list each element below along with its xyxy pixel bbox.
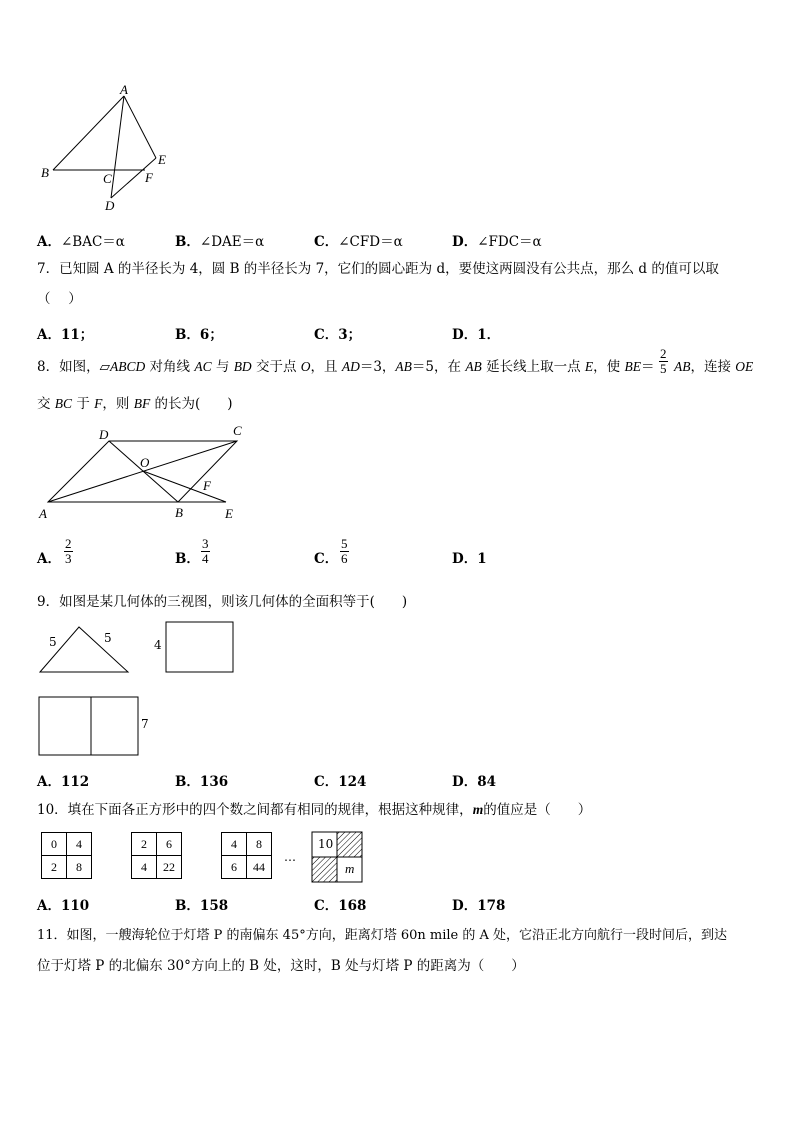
option-c[interactable]: C．3； [314, 327, 362, 343]
q11-question-line2: 位于灯塔 P 的北偏东 30°方向上的 B 处，这时，B 处与灯塔 P 的距离为（ ） [37, 958, 525, 974]
option-a[interactable]: A．11； [37, 327, 94, 343]
option-d[interactable]: D．1 [452, 551, 487, 567]
label-F: F [203, 478, 211, 493]
option-b[interactable]: B．136 [175, 774, 229, 790]
cell: 6 [157, 833, 182, 856]
option-a[interactable]: A． [37, 551, 61, 567]
q8-question-line2: 交 BC 于 F，则 BF 的长为( ) [37, 396, 233, 412]
option-b[interactable]: B．6； [175, 327, 223, 343]
option-c[interactable]: C． [314, 551, 339, 567]
dim-label-left: 5 [49, 635, 57, 649]
label-D: D [105, 198, 115, 213]
label-C: C [233, 423, 242, 438]
option-c-fraction: $\frac{5}{6}$ [341, 536, 348, 566]
hatched-cell-bottom-left [312, 857, 337, 882]
label-E: E [158, 152, 166, 167]
label-D: D [99, 427, 109, 442]
q8-fraction-2-5: $\frac{2}{5}$ [660, 346, 667, 376]
label-C: C [103, 171, 112, 186]
q8-question-line1: 8．如图，▱ABCD 对角线 AC 与 BD 交于点 O，且 AD＝3，AB＝5，在 AB 延长线上取一点 E，使 BE＝ [37, 359, 655, 375]
q7-blank: （ ） [37, 291, 82, 307]
cell-10: 10 [318, 837, 334, 851]
cell: 2 [42, 856, 67, 879]
dim-label-length: 7 [141, 717, 149, 731]
label-F: F [145, 170, 153, 185]
option-a-fraction: $\frac{2}{3}$ [65, 536, 72, 566]
option-d[interactable]: D．1． [452, 327, 501, 343]
option-b[interactable]: B． [175, 551, 200, 567]
option-b[interactable]: B．158 [175, 898, 229, 914]
cell: 8 [247, 833, 272, 856]
q11-question-line1: 11．如图，一艘海轮位于灯塔 P 的南偏东 45°方向，距离灯塔 60n mile 的 A 处，它沿正北方向航行一段时间后，到达 [37, 928, 728, 943]
option-b-fraction: $\frac{3}{4}$ [202, 536, 209, 566]
q9-question: 9．如图是某几何体的三视图，则该几何体的全面积等于( ) [37, 594, 408, 610]
cell: 22 [157, 856, 182, 879]
label-B: B [175, 505, 183, 520]
label-B: B [41, 165, 49, 180]
dim-label-height: 4 [154, 638, 162, 652]
option-c[interactable]: C．168 [314, 898, 367, 914]
option-d[interactable]: D．178 [452, 898, 506, 914]
cell-m: m [345, 861, 355, 876]
q7-question: 7．已知圆 A 的半径长为 4，圆 B 的半径长为 7，它们的圆心距为 d，要使这两圆没有公共点，那么 d 的值可以取 [37, 261, 719, 277]
cell: 4 [67, 833, 92, 856]
label-O: O [140, 455, 150, 470]
label-A: A [120, 82, 128, 97]
cell: 2 [132, 833, 157, 856]
option-a[interactable]: A．110 [37, 898, 90, 914]
cell: 4 [132, 856, 157, 879]
cell: 4 [222, 833, 247, 856]
cell: 44 [247, 856, 272, 879]
label-A: A [39, 506, 47, 521]
option-d[interactable]: D．∠FDC＝α [452, 234, 542, 250]
q8-question-line1-end: AB，连接 OE [674, 359, 754, 375]
hatched-cell-top-right [337, 832, 362, 857]
option-a[interactable]: A．∠BAC＝α [37, 234, 125, 250]
cell: 8 [67, 856, 92, 879]
option-c[interactable]: C．124 [314, 774, 367, 790]
option-b[interactable]: B．∠DAE＝α [175, 234, 265, 250]
option-c[interactable]: C．∠CFD＝α [314, 234, 403, 250]
label-E: E [225, 506, 233, 521]
dim-label-right: 5 [104, 631, 112, 645]
option-d[interactable]: D．84 [452, 774, 497, 790]
q10-question: 10．填在下面各正方形中的四个数之间都有相同的规律，根据这种规律，m的值应是（ ） [37, 802, 592, 818]
cell: 0 [42, 833, 67, 856]
ellipsis: … [284, 850, 296, 864]
cell: 6 [222, 856, 247, 879]
option-a[interactable]: A．112 [37, 774, 90, 790]
